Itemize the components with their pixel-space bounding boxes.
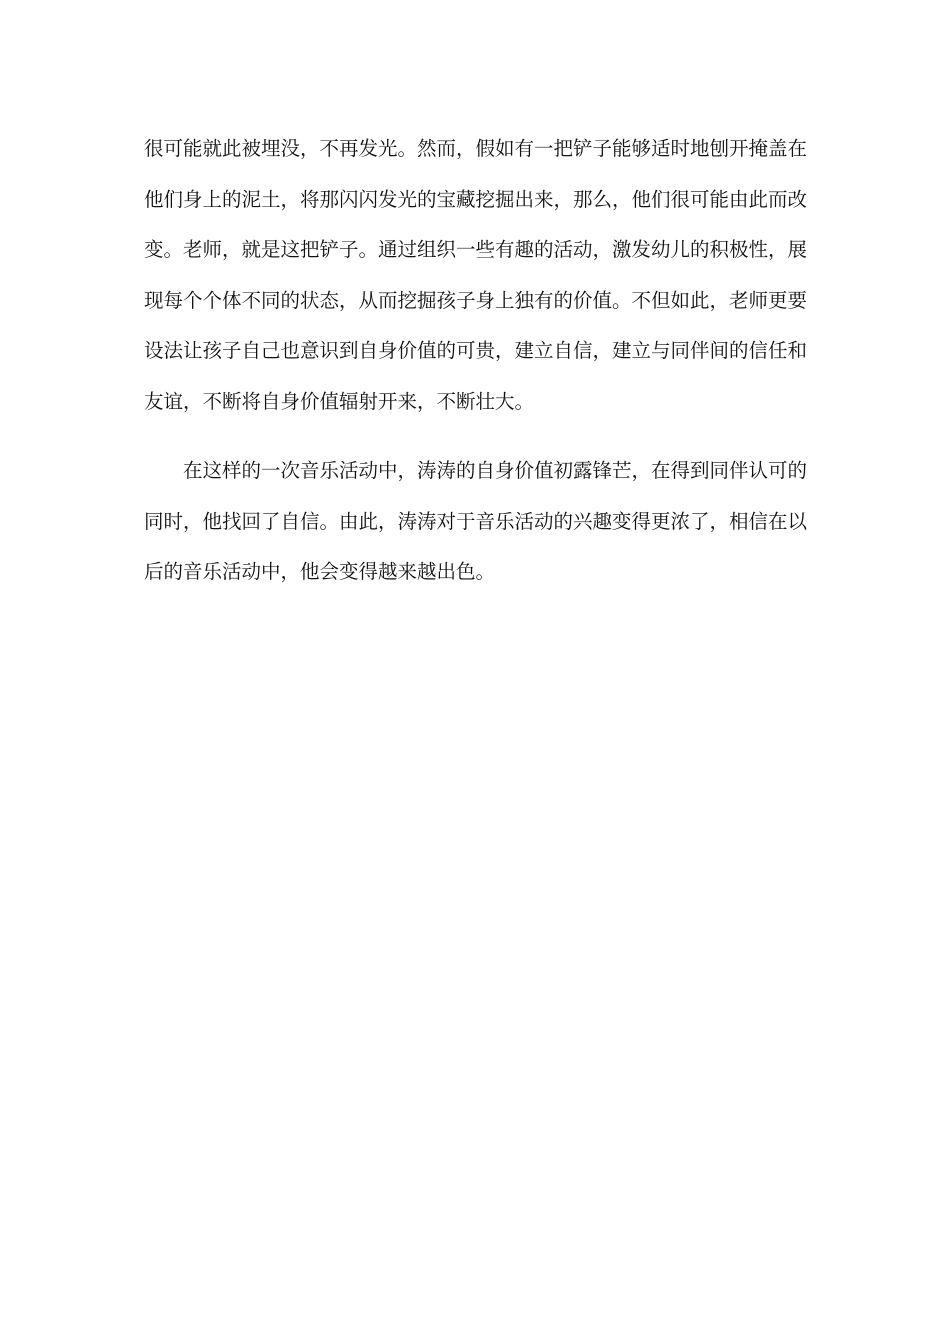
- body-paragraph-2: [144, 446, 808, 598]
- paragraph-line: 设法让孩子自己也意识到自身价值的可贵，建立自信，建立与同伴间的信任和: [144, 339, 808, 362]
- paragraph-line: 在这样的一次音乐活动中，涛涛的自身价值初露锋芒，在得到同伴认可的: [144, 459, 808, 482]
- paragraph-line: 友谊，不断将自身价值辐射开来，不断壮大。: [144, 389, 535, 413]
- paragraph-line: 变。老师，就是这把铲子。通过组织一些有趣的活动，激发幼儿的积极性，展: [144, 238, 808, 261]
- paragraph-line: 同时，他找回了自信。由此，涛涛对于音乐活动的兴趣变得更浓了，相信在以: [144, 509, 808, 533]
- body-paragraph-1: [144, 124, 808, 427]
- paragraph-line: 后的音乐活动中，他会变得越来越出色。: [144, 560, 496, 583]
- paragraph-line: 现每个个体不同的状态，从而挖掘孩子身上独有的价值。不但如此，老师更要: [144, 288, 808, 312]
- paragraph-line: 很可能就此被埋没，不再发光。然而，假如有一把铲子能够适时地刨开掩盖在: [144, 137, 808, 160]
- paragraph-line: 他们身上的泥土，将那闪闪发光的宝藏挖掘出来，那么，他们很可能由此而改: [144, 187, 808, 211]
